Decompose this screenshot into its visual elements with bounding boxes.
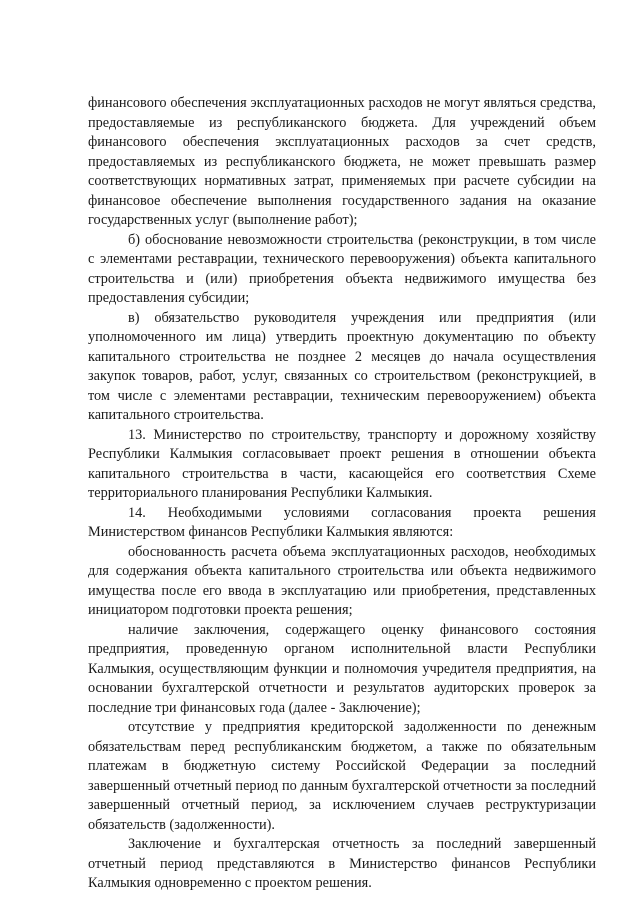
paragraph-condition-conclusion: наличие заключения, содержащего оценку финансового состояния предприятия, проведенную органом исполнительной власти Республики Калмыкия, осуществляющим функции и полномочия учредителя предприятия, на основании бухгалтерской отчетности и результатов аудиторских проверок за последние три финансовых года (далее - Заключение);	[88, 621, 596, 716]
paragraph-item-v: в) обязательство руководителя учреждения или предприятия (или уполномоченного им лица) утвердить проектную документацию по объекту капитального строительства не позднее 2 месяцев до начала осуществления закупок товаров, работ, услуг, связанных со строительством (реконструкцией, в том числе с элементами реставрации, техническим перевооружением) объекта капитального строительства.	[88, 309, 596, 423]
paragraph-condition-no-debt: отсутствие у предприятия кредиторской задолженности по денежным обязательствам перед республиканским бюджетом, а также по обязательным платежам в бюджетную систему Российской Федерации за последний завершенный отчетный период по данным бухгалтерской отчетности за последний завершенный отчетный период, за исключением случаев реструктуризации обязательств (задолженности).	[88, 719, 596, 833]
paragraph-clause-14: 14. Необходимыми условиями согласования проекта решения Министерством финансов Республики Калмыкия являются:	[88, 504, 596, 540]
document-page	[88, 94, 596, 894]
paragraph-submission: Заключение и бухгалтерская отчетность за последний завершенный отчетный период представляются в Министерство финансов Республики Калмыкия одновременно с проектом решения.	[88, 836, 596, 891]
paragraph-condition-justification: обоснованность расчета объема эксплуатационных расходов, необходимых для содержания объекта капитального строительства или объекта недвижимого имущества после его ввода в эксплуатацию или приобретения, представленных инициатором подготовки проекта решения;	[88, 543, 596, 618]
paragraph-expenses-continued: финансового обеспечения эксплуатационных расходов не могут являться средства, предоставляемые из республиканского бюджета. Для учреждений объем финансового обеспечения эксплуатационных расходов за счет средств, предоставляемых из республиканского бюджета, не может превышать размер соответствующих нормативных затрат, применяемых при расчете субсидии на финансовое обеспечение выполнения государственного задания на оказание государственных услуг (выполнение работ);	[88, 95, 596, 228]
paragraph-clause-13: 13. Министерство по строительству, транспорту и дорожному хозяйству Республики Калмыкия согласовывает проект решения в отношении объекта капитального строительства в части, касающейся его соответствия Схеме территориального планирования Республики Калмыкия.	[88, 426, 596, 501]
paragraph-item-b: б) обоснование невозможности строительства (реконструкции, в том числе с элементами реставрации, технического перевооружения) объекта капитального строительства и (или) приобретения объекта недвижимого имущества без предоставления субсидии;	[88, 231, 596, 306]
